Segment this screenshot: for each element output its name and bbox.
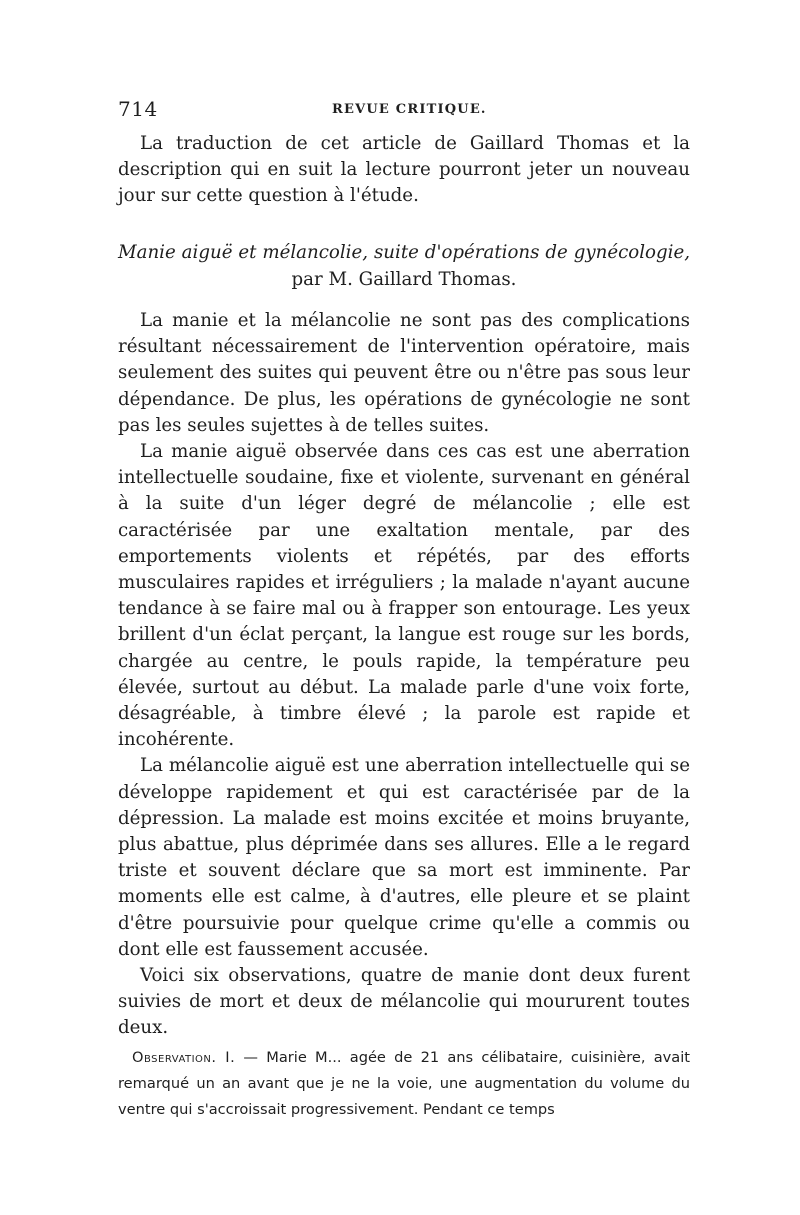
article-body	[118, 308, 690, 1042]
intro-block	[118, 131, 690, 210]
body-paragraph: La mélancolie aiguë est une aberration intellectuelle qui se développe rapidement et qui est caractérisée par de la dépression. La malade est moins excitée et moins bruyante, plus abattue, plus déprimée dans ses allures. Elle a le regard triste et souvent déclare que sa mort est imminente. Par moments elle est calme, à d'autres, elle pleure et se plaint d'être poursuivie pour quelque crime qu'elle a commis ou dont elle est faussement accusée.	[118, 755, 690, 960]
observation-block	[118, 1045, 690, 1123]
body-paragraph: Voici six observations, quatre de manie dont deux furent suivies de mort et deux de mélancolie qui moururent toutes deux.	[118, 965, 690, 1039]
observation-label: Observation. I.	[132, 1049, 236, 1066]
running-head	[118, 97, 690, 121]
running-title: REVUE CRITIQUE.	[332, 102, 487, 117]
body-paragraph: La manie et la mélancolie ne sont pas des complications résultant nécessairement de l'intervention opératoire, mais seulement des suites qui peuvent être ou n'être pas sous leur dépendance. De plus, les opérations de gynécologie ne sont pas les seules sujettes à de telles suites.	[118, 310, 690, 436]
body-paragraph: La manie aiguë observée dans ces cas est une aberration intellectuelle soudaine, fixe et violente, survenant en général à la suite d'un léger degré de mélancolie ; elle est caractérisée par une exaltation mentale, par des emportements violents et répétés, par des efforts musculaires rapides et irréguliers ; la malade n'ayant aucune tendance à se faire mal ou à frapper son entourage. Les yeux brillent d'un éclat perçant, la langue est rouge sur les bords, chargée au centre, le pouls rapide, la température peu élevée, surtout au début. La malade parle d'une voix forte, désagréable, à timbre élevé ; la parole est rapide et incohérente.	[118, 441, 690, 751]
article-heading	[118, 239, 690, 293]
intro-paragraph: La traduction de cet article de Gaillard Thomas et la description qui en suit la lecture pourront jeter un nouveau jour sur cette question à l'étude.	[118, 133, 690, 207]
article-author: par M. Gaillard Thomas.	[291, 269, 517, 290]
article-title: Manie aiguë et mélancolie, suite d'opérations de gynécologie,	[118, 242, 690, 263]
page-number: 714	[118, 97, 158, 121]
observation-paragraph	[118, 1045, 690, 1123]
observation-text: — Marie M... agée de 21 ans célibataire, cuisinière, avait remarqué un an avant que je ne la voie, une augmentation du volume du ventre qui s'accroissait progressivement. Pendant ce temps	[118, 1049, 691, 1118]
